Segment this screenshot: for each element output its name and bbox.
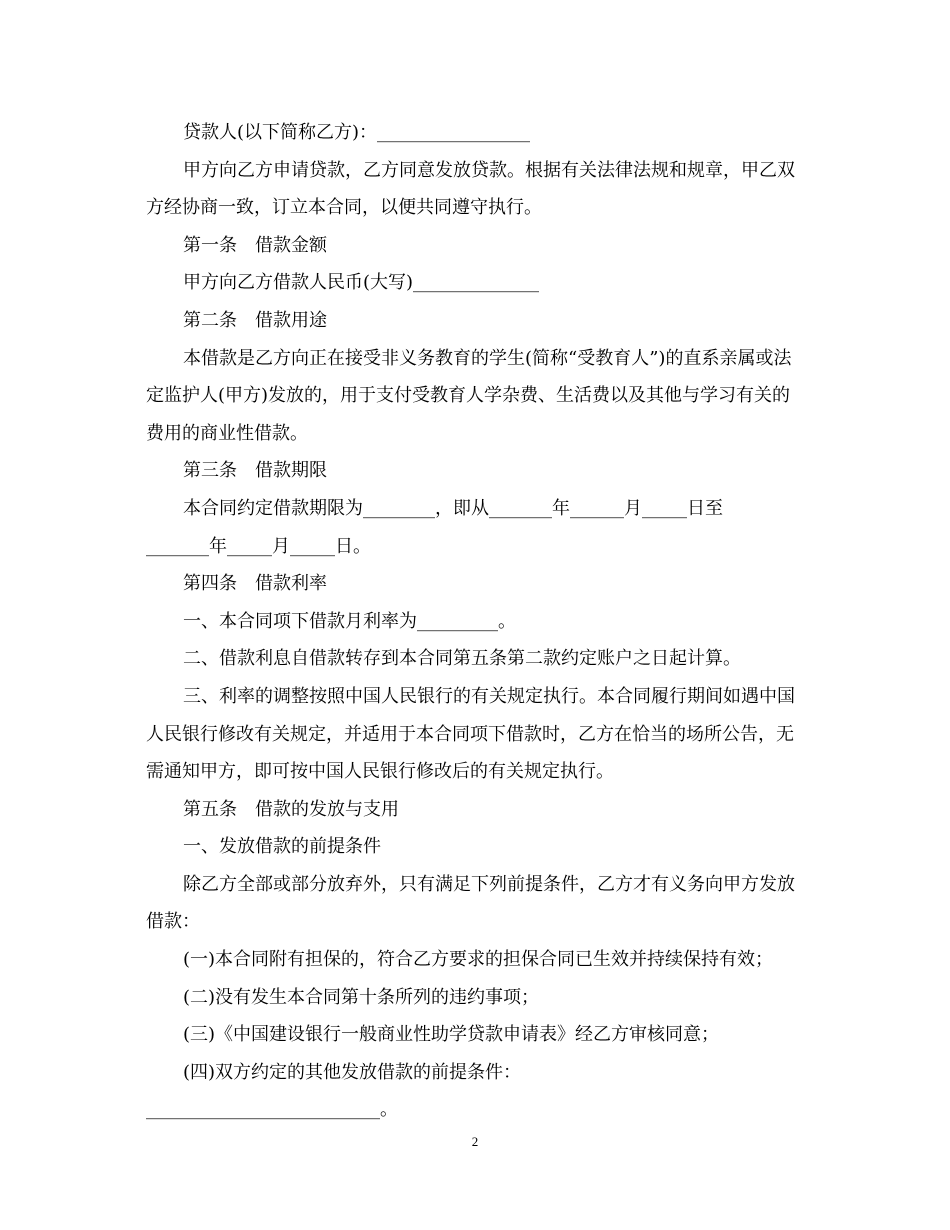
paragraph: (四)双方约定的其他发放借款的前提条件：: [183, 1061, 522, 1083]
paragraph: 二、借款利息自借款转存到本合同第五条第二款约定账户之日起计算。: [183, 648, 741, 670]
paragraph: 第五条 借款的发放与支用: [183, 798, 399, 820]
paragraph: 一、发放借款的前提条件: [183, 836, 381, 858]
paragraph: 第二条 借款用途: [183, 309, 327, 331]
paragraph: 甲方向乙方申请贷款，乙方同意发放贷款。根据有关法律法规和规章，甲乙双方经协商一致，订立本合同，以便共同遵守执行。: [146, 159, 795, 219]
paragraph: 贷款人(以下简称乙方)：_________________: [183, 122, 531, 143]
paragraph: (二)没有发生本合同第十条所列的违约事项；: [183, 986, 540, 1008]
paragraph: 本合同约定借款期限为________，即从_______年______月_____日至: [183, 497, 723, 519]
paragraph: 三、利率的调整按照中国人民银行的有关规定执行。本合同履行期间如遇中国人民银行修改有关规定，并适用于本合同项下借款时，乙方在恰当的场所公告，无需通知甲方，即可按中国人民银行修改后的有关规定执行。: [146, 685, 795, 783]
paragraph: 一、本合同项下借款月利率为_________。: [183, 610, 516, 632]
paragraph: __________________________。: [146, 1099, 398, 1121]
document-body: [146, 114, 806, 1129]
page-number: 2: [471, 1134, 479, 1149]
paragraph: 第一条 借款金额: [183, 234, 327, 256]
paragraph: 第三条 借款期限: [183, 460, 327, 482]
paragraph: _______年_____月_____日。: [146, 535, 371, 557]
paragraph: (一)本合同附有担保的，符合乙方要求的担保合同已生效并持续保持有效；: [183, 949, 774, 971]
paragraph: (三)《中国建设银行一般商业性助学贷款申请表》经乙方审核同意；: [183, 1024, 720, 1046]
paragraph: 第四条 借款利率: [183, 573, 327, 595]
paragraph: 甲方向乙方借款人民币(大写)______________: [183, 272, 540, 294]
paragraph: 本借款是乙方向正在接受非义务教育的学生(简称“受教育人”)的直系亲属或法定监护人(甲方)发放的，用于支付受教育人学杂费、生活费以及其他与学习有关的费用的商业性借款。: [146, 347, 792, 444]
paragraph: 除乙方全部或部分放弃外，只有满足下列前提条件，乙方才有义务向甲方发放借款：: [146, 873, 795, 933]
